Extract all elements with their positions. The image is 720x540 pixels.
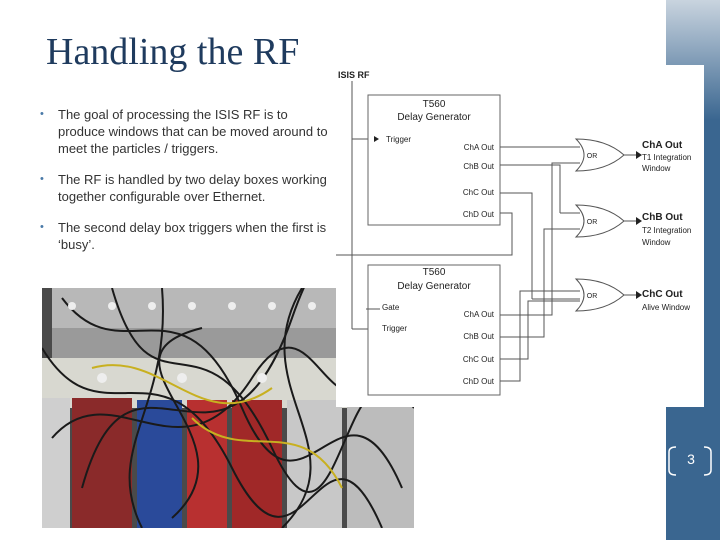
box1-input: Trigger [386, 135, 412, 144]
or-gate-3-label: OR [586, 293, 598, 300]
rf-delay-diagram [336, 65, 704, 407]
bullet-text: The RF is handled by two delay boxes working together configurable over Ethernet. [58, 172, 327, 204]
box2-trigger: Trigger [382, 324, 408, 333]
box1-out-b: ChB Out [463, 162, 494, 171]
output-b-desc1: T2 Integration [642, 226, 692, 235]
source-label: ISIS RF [338, 70, 370, 80]
box2-out-a: ChA Out [463, 310, 494, 319]
output-b-desc2: Window [642, 238, 671, 247]
box2-model: T560 [422, 267, 446, 278]
output-a-desc2: Window [642, 164, 671, 173]
or-gate-1-label: OR [586, 153, 598, 160]
output-c-name: ChC Out [642, 289, 683, 300]
box1-out-a: ChA Out [463, 143, 494, 152]
bullet-text: The goal of processing the ISIS RF is to produce windows that can be moved around to meet the particles / triggers. [58, 107, 328, 156]
output-c-desc1: Alive Window [642, 303, 691, 312]
box1-name: Delay Generator [397, 112, 471, 123]
or-gate-2-label: OR [586, 219, 598, 226]
box2-out-c: ChC Out [462, 355, 494, 364]
box2-out-d: ChD Out [462, 377, 494, 386]
bullet-dot: • [40, 221, 44, 233]
bullet-item [40, 219, 330, 253]
box1-out-d: ChD Out [462, 210, 494, 219]
output-a-name: ChA Out [642, 140, 683, 151]
bullet-text: The second delay box triggers when the first is ‘busy’. [58, 220, 327, 252]
box1-out-c: ChC Out [462, 188, 494, 197]
box1-model: T560 [422, 99, 446, 110]
box2-name: Delay Generator [397, 281, 471, 292]
box2-out-b: ChB Out [463, 332, 494, 341]
bullet-item [40, 106, 330, 157]
page-number: 3 [687, 451, 695, 467]
box2-gate: Gate [382, 303, 400, 312]
bullet-dot: • [40, 108, 44, 120]
bullet-list [40, 106, 330, 267]
output-b-name: ChB Out [642, 212, 683, 223]
bullet-item [40, 171, 330, 205]
slide-title: Handling the RF [46, 31, 300, 73]
bullet-dot: • [40, 173, 44, 185]
output-a-desc1: T1 Integration [642, 153, 692, 162]
